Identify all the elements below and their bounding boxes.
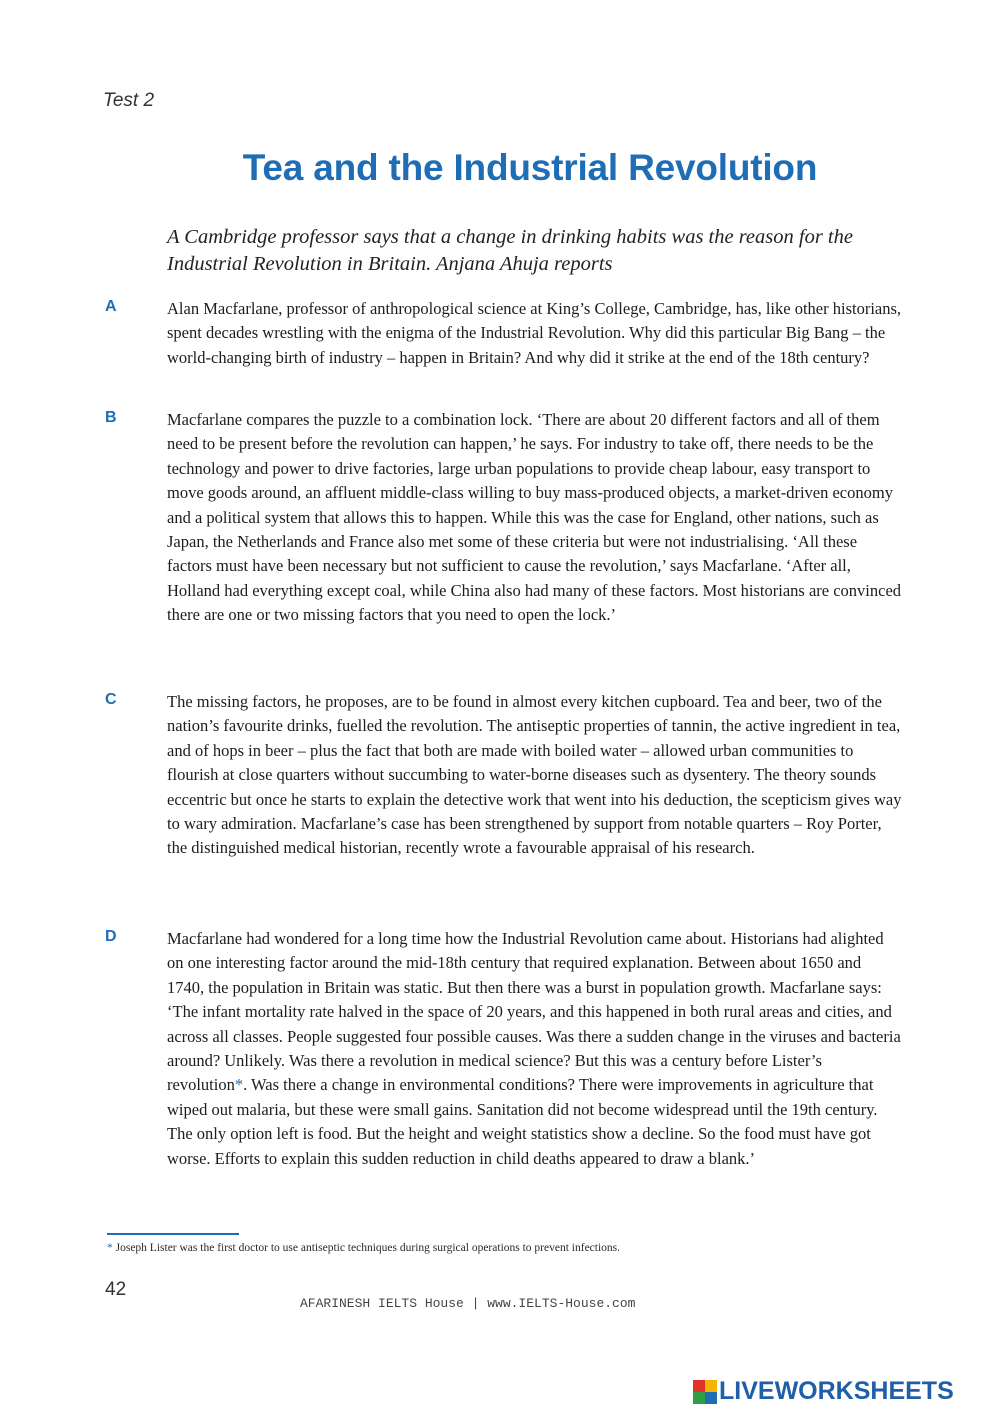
section-letter: A (105, 298, 117, 315)
test-label: Test 2 (103, 90, 155, 111)
paragraph-text-part: . Was there a change in environmental conditions? There were improvements in agriculture that wiped out malaria, but these were small gains. Sanitation did not become widespread until the 19th century. The only option left is food. But the height and weight statistics show a decline. So the food must have got worse. Efforts to explain this sudden reduction in child deaths appeared to draw a blank.’ (167, 1075, 878, 1168)
section-paragraph: Macfarlane compares the puzzle to a combination lock. ‘There are about 20 different factors and all of them need to be present before the revolution can happen,’ he says. For industry to take off, there needs to be the technology and power to drive factories, large urban populations to provide cheap labour, easy transport to move goods around, an affluent middle-class willing to buy mass-produced objects, a market-driven economy and a political system that allows this to happen. While this was the case for England, other nations, such as Japan, the Netherlands and France also met some of these criteria but were not industrialising. ‘All these factors must have been necessary but not sufficient to cause the revolution,’ says Macfarlane. ‘After all, Holland had everything except coal, while China also had many of these factors. Most historians are convinced there are one or two missing factors that you need to open the lock.’ (167, 410, 902, 625)
section-paragraph: The missing factors, he proposes, are to be found in almost every kitchen cupboard. Tea and beer, two of the nation’s favourite drinks, fuelled the revolution. The antiseptic properties of tannin, the active ingredient in tea, and of hops in beer – plus the fact that both are made with boiled water – allowed urban communities to flourish at close quarters without succumbing to water-borne diseases such as dysentery. The theory sounds eccentric but once he starts to explain the detective work that went into his deduction, the scepticism gives way to wary admiration. Macfarlane’s case has been strengthened by support from notable quarters – Roy Porter, the distinguished medical historian, recently wrote a favourable appraisal of his research. (167, 692, 902, 858)
paragraph-text-part: Macfarlane had wondered for a long time how the Industrial Revolution came about. Historians had alighted on one interesting factor around the mid-18th century that required explanation. Between about 1650 and 1740, the population in Britain was static. But then there was a burst in population growth. Macfarlane says: ‘The infant mortality rate halved in the space of 20 years, and this happened in both rural areas and cities, and across all classes. People suggested four possible causes. Was there a sudden change in the viruses and bacteria around? Unlikely. Was there a revolution in medical science? But this was a century before Lister’s revolution (167, 929, 901, 1095)
footnote-text: Joseph Lister was the first doctor to use antiseptic techniques during surgical operations to prevent infections. (112, 1242, 621, 1254)
footnote-divider (107, 1233, 239, 1235)
footnote-mark: * (107, 1242, 113, 1254)
section-paragraph (167, 927, 902, 1171)
logo-square (705, 1392, 717, 1404)
logo-square (693, 1392, 705, 1404)
liveworksheets-logo-icon (693, 1380, 717, 1404)
liveworksheets-brand[interactable] (693, 1377, 954, 1406)
section-letter: D (105, 928, 117, 945)
article-subtitle: A Cambridge professor says that a change in drinking habits was the reason for the Industrial Revolution in Britain. Anjana Ahuja reports (167, 226, 853, 275)
section-paragraph: Alan Macfarlane, professor of anthropological science at King’s College, Cambridge, has, like other historians, spent decades wrestling with the enigma of the Industrial Revolution. Why did this particular Big Bang – the world-changing birth of industry – happen in Britain? And why did it strike at the end of the 18th century? (167, 299, 902, 367)
article-title: Tea and the Industrial Revolution (242, 147, 818, 188)
logo-square (705, 1380, 717, 1392)
section-letter: B (105, 409, 117, 426)
brand-name: LIVEWORKSHEETS (719, 1377, 954, 1405)
source-credit: AFARINESH IELTS House | www.IELTS-House.com (300, 1296, 636, 1311)
logo-square (693, 1380, 705, 1392)
section-letter: C (105, 691, 117, 708)
footnote-marker: * (234, 1075, 244, 1095)
footnote (107, 1242, 927, 1254)
page-number: 42 (105, 1279, 127, 1300)
